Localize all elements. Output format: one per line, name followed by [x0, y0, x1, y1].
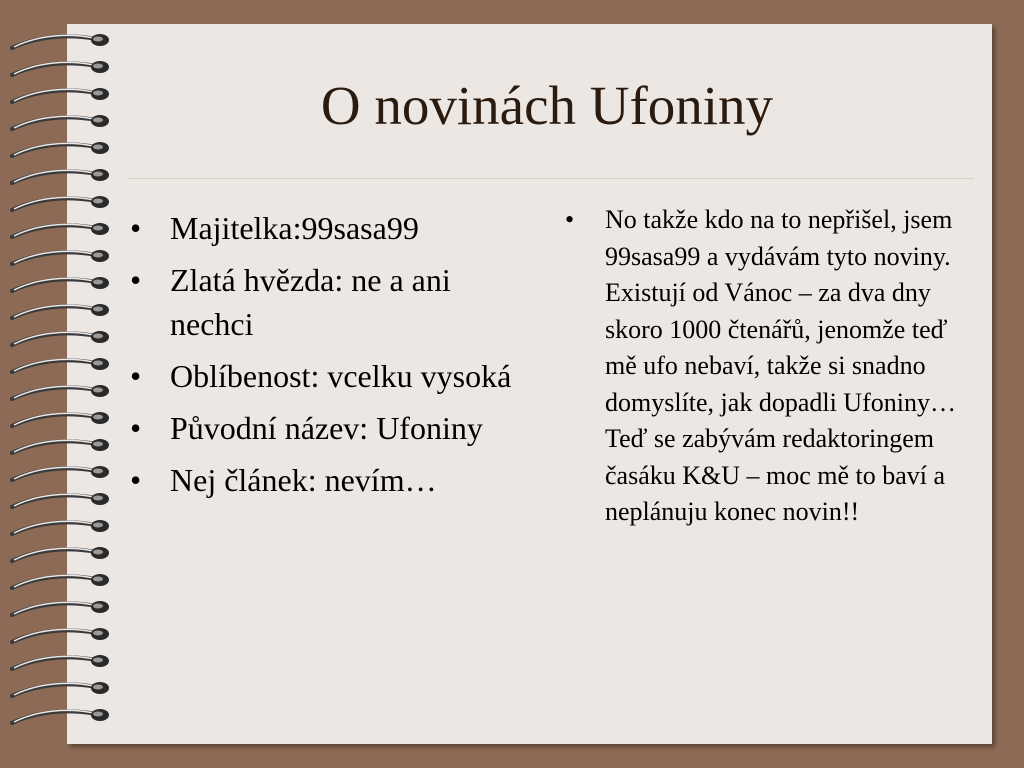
spiral-ring-icon: [12, 493, 109, 507]
spiral-binding-icon: [8, 28, 118, 748]
title-divider: [128, 178, 974, 179]
spiral-ring-icon: [12, 223, 109, 237]
right-bullet-list: [563, 202, 963, 531]
bullet-icon: •: [130, 410, 142, 446]
bullet-icon: •: [130, 262, 142, 298]
spiral-ring-icon: [12, 61, 109, 75]
bullet-icon: •: [130, 358, 142, 394]
spiral-ring-icon: [12, 250, 109, 264]
spiral-ring-icon: [12, 439, 109, 453]
bullet-icon: •: [565, 205, 575, 234]
spiral-ring-icon: [12, 169, 109, 183]
spiral-ring-icon: [12, 142, 109, 156]
bullet-icon: •: [130, 462, 142, 498]
spiral-ring-icon: [12, 655, 109, 669]
list-item: • Oblíbenost: vcelku vysoká: [128, 354, 538, 398]
list-item: • Původní název: Ufoniny: [128, 406, 538, 450]
page-title: O novinách Ufoniny: [320, 75, 774, 136]
spiral-ring-icon: [12, 304, 109, 318]
spiral-ring-icon: [12, 358, 109, 372]
list-item: • Majitelka:99sasa99: [128, 206, 538, 250]
list-item: • No takže kdo na to nepřišel, jsem 99sasa99 a vydávám tyto noviny. Existují od Vánoc – za dva dny skoro 1000 čtenářů, jenomže teď mě ufo nebaví, takže si snadno domyslíte, jak dopadli Ufoniny… Teď se zabývám redaktoringem časáku K&U – moc mě to baví a neplánuju konec novin!!: [563, 202, 963, 531]
spiral-ring-icon: [12, 574, 109, 588]
spiral-ring-icon: [12, 709, 109, 723]
spiral-ring-icon: [12, 547, 109, 561]
list-item: • Nej článek: nevím…: [128, 458, 538, 502]
left-bullet-list: [128, 206, 538, 510]
spiral-ring-icon: [12, 331, 109, 345]
spiral-ring-icon: [12, 196, 109, 210]
spiral-ring-icon: [12, 277, 109, 291]
spiral-ring-icon: [12, 628, 109, 642]
spiral-ring-icon: [12, 34, 109, 48]
spiral-ring-icon: [12, 412, 109, 426]
spiral-ring-icon: [12, 682, 109, 696]
spiral-ring-icon: [12, 385, 109, 399]
list-item: • Zlatá hvězda: ne a ani nechci: [128, 258, 538, 346]
spiral-ring-icon: [12, 466, 109, 480]
bullet-icon: •: [130, 210, 142, 246]
spiral-ring-icon: [12, 601, 109, 615]
spiral-ring-icon: [12, 520, 109, 534]
